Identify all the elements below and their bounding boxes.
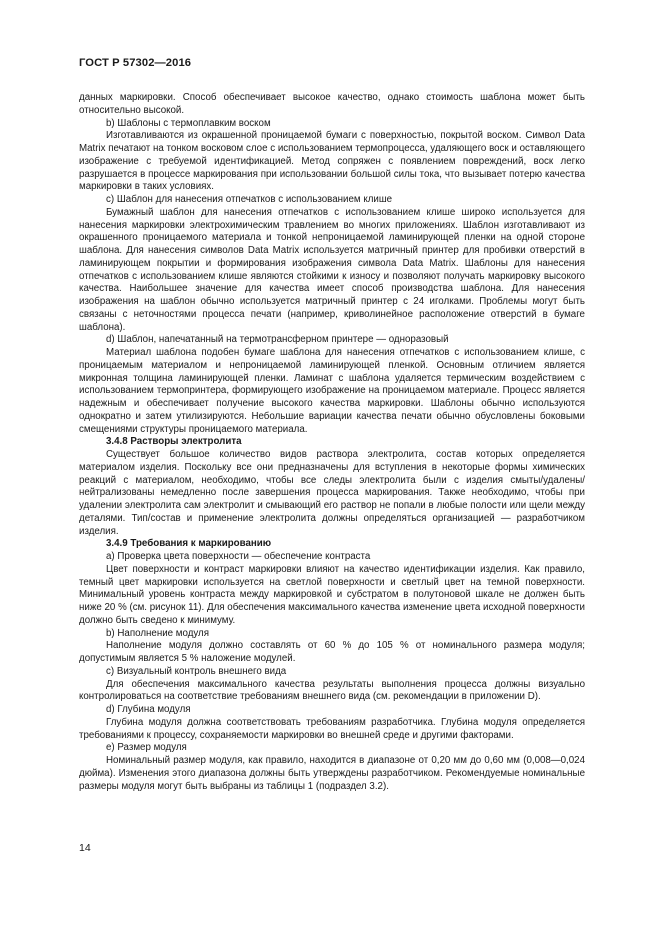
paragraph: Бумажный шаблон для нанесения отпечатков с использованием клише широко используется для нанесения маркировки электрохимическим травлением во многих приложениях. Шаблон изготавливают из окрашенного проницаемого материала и тонкой непроницаемой ламинирующей пленки на одной стороне шаблона. Для нанесения символов Data Matrix используется матричный принтер для пробивки отверстий в ламинирующем покрытии и формирования изображения символа Data Matrix. Шаблоны для нанесения отпечатков с использованием клише являются стойкими к износу и позволяют получать маркировку высокого качества. Наибольшее значение для качества имеет способ производства шаблона. Для нанесения изображения на шаблон обычно используется матричный принтер с 24 иголками. Проблемы могут быть связаны с неточностями процесса печати (например, криволинейное расположение отверстий в бумаге шаблона). [79,206,585,333]
list-item-heading-b: b) Шаблоны с термоплавким воском [106,117,271,129]
page-number: 14 [79,842,91,854]
paragraph-continuation: данных маркировки. Способ обеспечивает высокое качество, однако стоимость шаблона может быть относительно высокой. [79,92,585,116]
list-item-heading-c: c) Визуальный контроль внешнего вида [106,665,287,677]
paragraph: Существует большое количество видов раствора электролита, состав которых определяется материалом изделия. Поскольку все они предназначены для вступления в некоторые формы химических реакций с материалом, необходимо, чтобы все следы электролита были с изделия смыты/удалены/нейтрализованы немедленно после завершения процесса маркирования. Также необходимо, чтобы при удалении электролита сам электролит и смывающий его раствор не попали в любые полости или щели между деталями. Тип/состав и применение электролита должны определяться организацией — разработчиком изделия. [79,449,585,537]
document-body [79,92,585,793]
section-heading-3-4-8: 3.4.8 Растворы электролита [106,436,242,448]
paragraph: Для обеспечения максимального качества результаты выполнения процесса должны визуально контролироваться на соответствие требованиям внешнего вида (см. рекомендации в приложении D). [79,678,585,703]
paragraph: Наполнение модуля должно составлять от 60 % до 105 % от номинального размера модуля; допустимым является 5 % наложение модулей. [79,640,585,664]
list-item-heading-d: d) Глубина модуля [106,704,191,715]
paragraph: Изготавливаются из окрашенной проницаемой бумаги с поверхностью, покрытой воском. Символ Data Matrix печатают на тонком восковом слое с использованием термопроцесса, удаляющего воск и оставляющего изображение с требуемой идентификацией. Метод сопряжен с появлением повреждений, воск легко разрушается в процессе маркирования при использовании большой силы тока, что вызывает потерю качества маркировки в таких условиях. [79,130,585,193]
list-item-heading-a: a) Проверка цвета поверхности — обеспечение контраста [106,551,371,562]
paragraph: Цвет поверхности и контраст маркировки влияют на качество идентификации изделия. Как правило, темный цвет маркировки используется на светлой поверхности и светлый цвет на темной поверхности. Минимальный уровень контраста между маркировкой и субстратом в полутоновой шкале не должен быть ниже 20 % (см. рисунок 11). Для обеспечения максимального качества изменение цвета исходной поверхности должно быть сведено к минимуму. [79,563,585,626]
list-item-heading-b: b) Наполнение модуля [106,627,210,639]
list-item-heading-e: e) Размер модуля [106,742,187,754]
paragraph: Материал шаблона подобен бумаге шаблона для нанесения отпечатков с использованием клише, с проницаемым материалом и непроницаемой ламинирующей пленкой. Основным отличием является микронная толщина ламинирующей пленки. Ламинат с шаблона удаляется термическим воздействием с использованием термопринтера, формирующего изображение на проницаемом материале. Процесс является надежным и обеспечивает получение высокого качества маркировки. Шаблоны обычно используются однократно и затем утилизируются. Небольшие вариации качества печати обычно обусловлены боковыми смещениями структуры проницаемого материала. [79,347,585,435]
paragraph: Номинальный размер модуля, как правило, находится в диапазоне от 0,20 мм до 0,60 мм (0,008—0,024 дюйма). Изменения этого диапазона должны быть утверждены разработчиком. Рекомендуемые номинальные размеры модуля могут быть выбраны из таблицы 1 (подраздел 3.2). [79,755,585,792]
document-code-header: ГОСТ Р 57302—2016 [79,57,192,69]
paragraph: Глубина модуля должна соответствовать требованиям разработчика. Глубина модуля определяется требованиями к процессу, сохраняемости маркировки во внешней среде и другими факторами. [79,716,585,741]
section-heading-3-4-9: 3.4.9 Требования к маркированию [106,538,272,550]
list-item-heading-c: c) Шаблон для нанесения отпечатков с использованием клише [106,194,393,205]
list-item-heading-d: d) Шаблон, напечатанный на термотрансферном принтере — одноразовый [106,334,449,346]
